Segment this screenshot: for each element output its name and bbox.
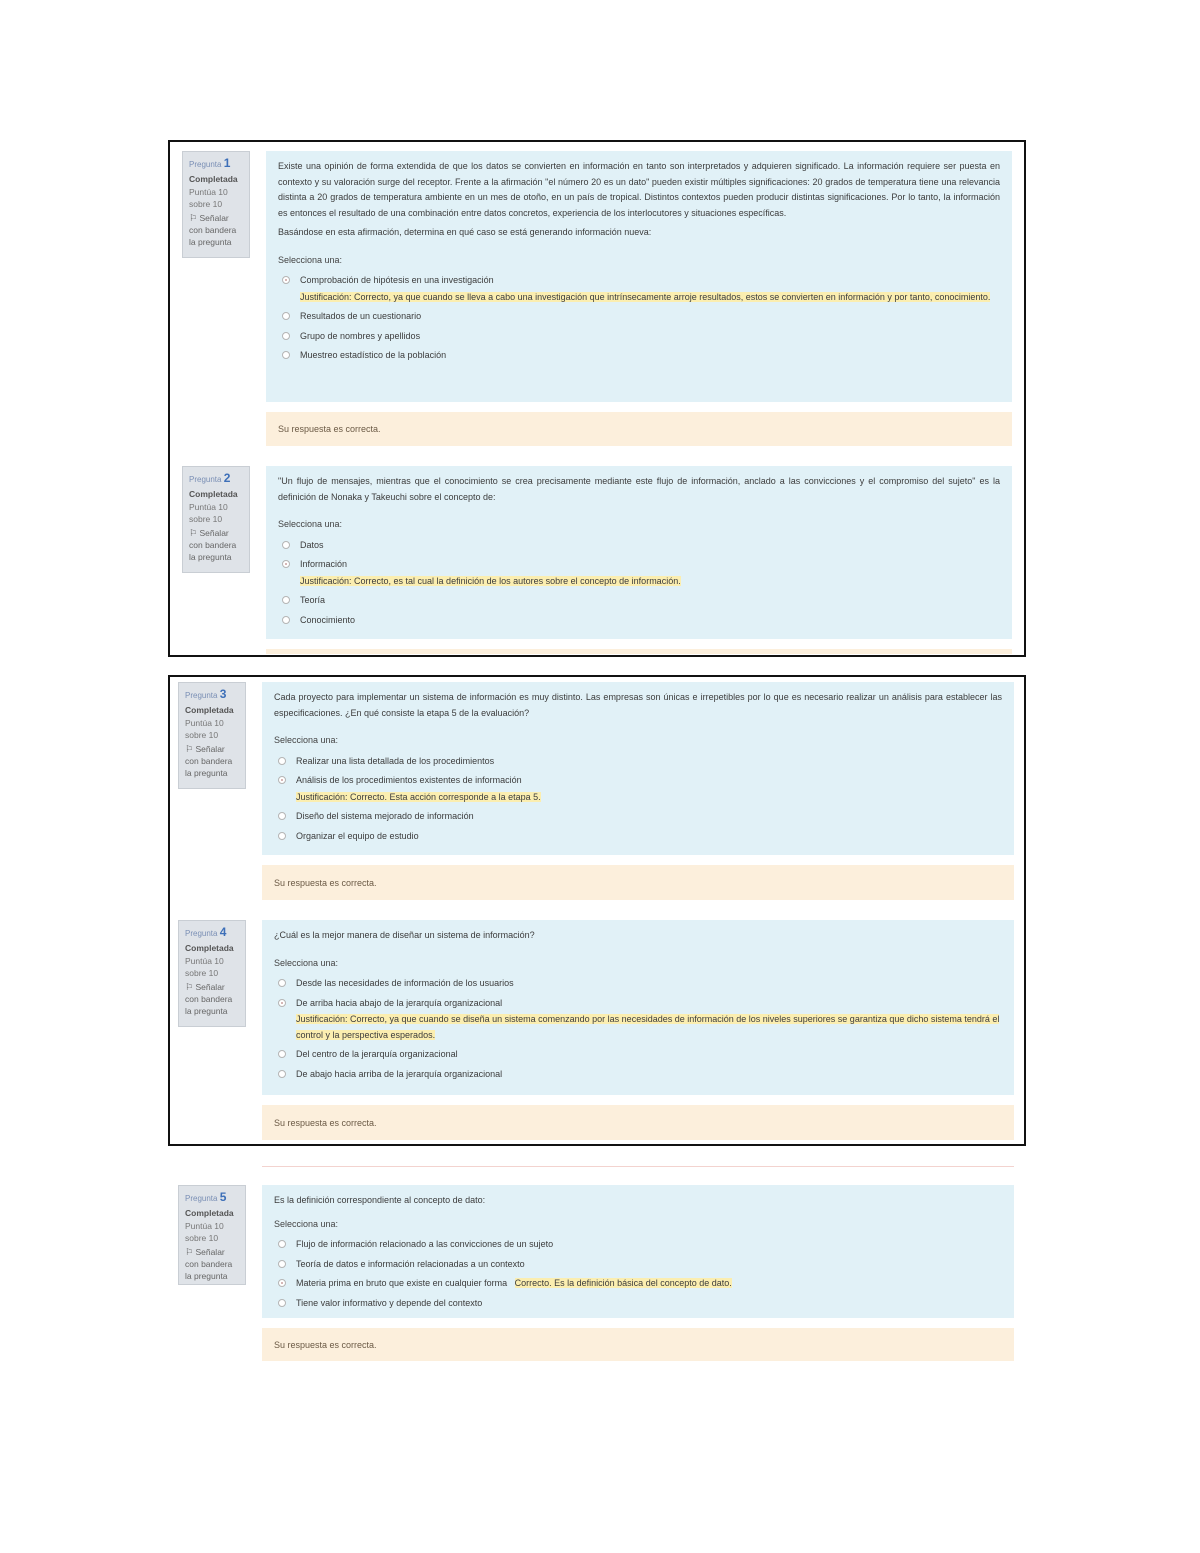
answer-option[interactable]: Del centro de la jerarquía organizacional [274,1045,1002,1065]
radio-unchecked[interactable] [282,596,290,604]
answer-option[interactable]: De abajo hacia arriba de la jerarquía organizacional [274,1065,1002,1085]
radio-checked[interactable] [278,1279,286,1287]
radio-checked[interactable] [278,999,286,1007]
radio-unchecked[interactable] [278,1260,286,1268]
answer-option[interactable]: Flujo de información relacionado a las convicciones de un sujeto [274,1235,1002,1255]
question-info-5 [178,1185,246,1285]
flag-question-link[interactable]: ⚐ Señalar con bandera la pregunta [185,744,233,778]
flag-icon: ⚐ [189,213,198,223]
select-label: Selecciona una: [274,957,339,968]
feedback-box-2 [266,649,1012,654]
radio-unchecked[interactable] [278,1240,286,1248]
answer-option[interactable] [274,1274,1002,1294]
answer-option[interactable]: Muestreo estadístico de la población [278,346,1000,366]
flag-icon: ⚐ [189,528,198,538]
question-info-2 [182,466,250,573]
feedback-box-1: Su respuesta es correcta. [266,412,1012,446]
question-info-1 [182,151,250,258]
question-state: Completada [185,943,234,953]
question-number: Pregunta 4 [185,925,227,939]
answer-option[interactable]: Información [278,555,1000,575]
flag-question-link[interactable]: ⚐ Señalar con bandera la pregunta [189,213,237,247]
radio-unchecked[interactable] [278,1299,286,1307]
radio-unchecked[interactable] [278,812,286,820]
radio-unchecked[interactable] [278,979,286,987]
question-state: Completada [189,489,238,499]
question-grade: Puntúa 10 sobre 10 [189,187,228,209]
radio-checked[interactable] [282,560,290,568]
question-text: Es la definición correspondiente al concepto de dato: [274,1195,486,1205]
question-content-4 [262,920,1014,1095]
answer-option[interactable]: Teoría de datos e información relacionadas a un contexto [274,1255,1002,1275]
select-label: Selecciona una: [274,1218,339,1229]
answer-option[interactable]: Tiene valor informativo y depende del contexto [274,1294,1002,1314]
radio-unchecked[interactable] [282,332,290,340]
answer-option[interactable]: Conocimiento [278,611,1000,631]
radio-unchecked[interactable] [282,616,290,624]
question-state: Completada [185,705,234,715]
question-grade: Puntúa 10 sobre 10 [185,956,224,978]
question-number: Pregunta 3 [185,687,227,701]
question-text: ¿Cuál es la mejor manera de diseñar un sistema de información? [274,930,535,940]
radio-unchecked[interactable] [282,351,290,359]
answer-option[interactable]: Diseño del sistema mejorado de información [274,807,1002,827]
radio-unchecked[interactable] [282,541,290,549]
question-state: Completada [189,174,238,184]
answer-justification: Justificación: Correcto, ya que cuando se diseña un sistema comenzando por las necesidades de información de los niveles superiores se garantiza que dicho sistema tendrá el control y la perspectiva esperados. [296,1014,1000,1040]
radio-unchecked[interactable] [282,312,290,320]
answer-option[interactable]: Datos [278,536,1000,556]
answer-option[interactable]: Resultados de un cuestionario [278,307,1000,327]
answer-option[interactable]: De arriba hacia abajo de la jerarquía organizacional [274,994,1002,1014]
feedback-box-4: Su respuesta es correcta. [262,1105,1014,1140]
question-prompt: Basándose en esta afirmación, determina en qué caso se está generando información nueva: [278,227,652,237]
flag-question-link[interactable]: ⚐ Señalar con bandera la pregunta [189,528,237,562]
question-info-4 [178,920,246,1027]
flag-question-link[interactable]: ⚐ Señalar con bandera la pregunta [185,982,233,1016]
question-grade: Puntúa 10 sobre 10 [185,1221,224,1243]
answer-option[interactable]: Comprobación de hipótesis en una investigación [278,271,1000,291]
question-number: Pregunta 1 [189,156,231,170]
question-state: Completada [185,1208,234,1218]
select-label: Selecciona una: [274,735,339,745]
radio-unchecked[interactable] [278,832,286,840]
flag-icon: ⚐ [185,1247,194,1257]
question-content-3 [262,682,1014,855]
answer-justification: Justificación: Correcto, es tal cual la definición de los autores sobre el concepto de información. [300,575,681,586]
question-grade: Puntúa 10 sobre 10 [185,718,224,740]
radio-unchecked[interactable] [278,757,286,765]
question-number: Pregunta 2 [189,471,231,485]
question-content-5 [262,1185,1014,1318]
question-grade: Puntúa 10 sobre 10 [189,502,228,524]
feedback-box-5: Su respuesta es correcta. [262,1328,1014,1361]
question-text: Existe una opinión de forma extendida de que los datos se convierten en información en tanto son interpretados y adquieren significado. La información requiere ser puesta en contexto y su valoración surge del receptor. Frente a la afirmación "el número 20 es un dato" pueden existir múltiples significaciones: 20 grados de temperatura tiene una relevancia distinta a 20 grados de temperatura ambiente en un mes de otoño, en un país de tropical. Distintos contextos pueden producir distintas significaciones. Por lo tanto, la información es entonces el resultado de una combinación entre datos concretos, experiencia de los interlocutores y situaciones específicas. [278,161,1000,218]
select-label: Selecciona una: [278,519,343,529]
answer-justification: Justificación: Correcto, ya que cuando se lleva a cabo una investigación que intrínsecamente arroje resultados, estos se convierten en información y por tanto, conocimiento. [300,291,991,302]
answer-option[interactable]: Grupo de nombres y apellidos [278,327,1000,347]
question-text: "Un flujo de mensajes, mientras que el conocimiento se crea precisamente mediante este flujo de información, anclado a las convicciones y el compromiso del sujeto" es la definición de Nonaka y Takeuchi sobre el concepto de: [278,476,1000,502]
answer-option-label: Materia prima en bruto que existe en cualquier forma [296,1278,508,1288]
flag-icon: ⚐ [185,744,194,754]
answer-option[interactable]: Realizar una lista detallada de los procedimientos [274,752,1002,772]
answer-option[interactable]: Desde las necesidades de información de los usuarios [274,974,1002,994]
answer-justification: Justificación: Correcto. Esta acción corresponde a la etapa 5. [296,791,541,802]
answer-justification: Correcto. Es la definición básica del concepto de dato. [514,1278,732,1288]
question-text: Cada proyecto para implementar un sistema de información es muy distinto. Las empresas son únicas e irrepetibles por lo que es necesario realizar un análisis para establecer las especificaciones. ¿En qué consiste la etapa 5 de la evaluación? [274,692,1002,718]
feedback-box-3: Su respuesta es correcta. [262,865,1014,900]
question-number: Pregunta 5 [185,1190,227,1204]
radio-checked[interactable] [282,276,290,284]
answer-option[interactable]: Organizar el equipo de estudio [274,827,1002,847]
question-info-3 [178,682,246,789]
section-divider [262,1166,1014,1167]
question-content-2 [266,466,1012,639]
radio-unchecked[interactable] [278,1070,286,1078]
answer-option[interactable]: Análisis de los procedimientos existentes de información [274,771,1002,791]
question-content-1 [266,151,1012,402]
radio-unchecked[interactable] [278,1050,286,1058]
answer-option[interactable]: Teoría [278,591,1000,611]
flag-question-link[interactable]: ⚐ Señalar con bandera la pregunta [185,1247,233,1281]
flag-icon: ⚐ [185,982,194,992]
select-label: Selecciona una: [278,254,343,265]
radio-checked[interactable] [278,776,286,784]
